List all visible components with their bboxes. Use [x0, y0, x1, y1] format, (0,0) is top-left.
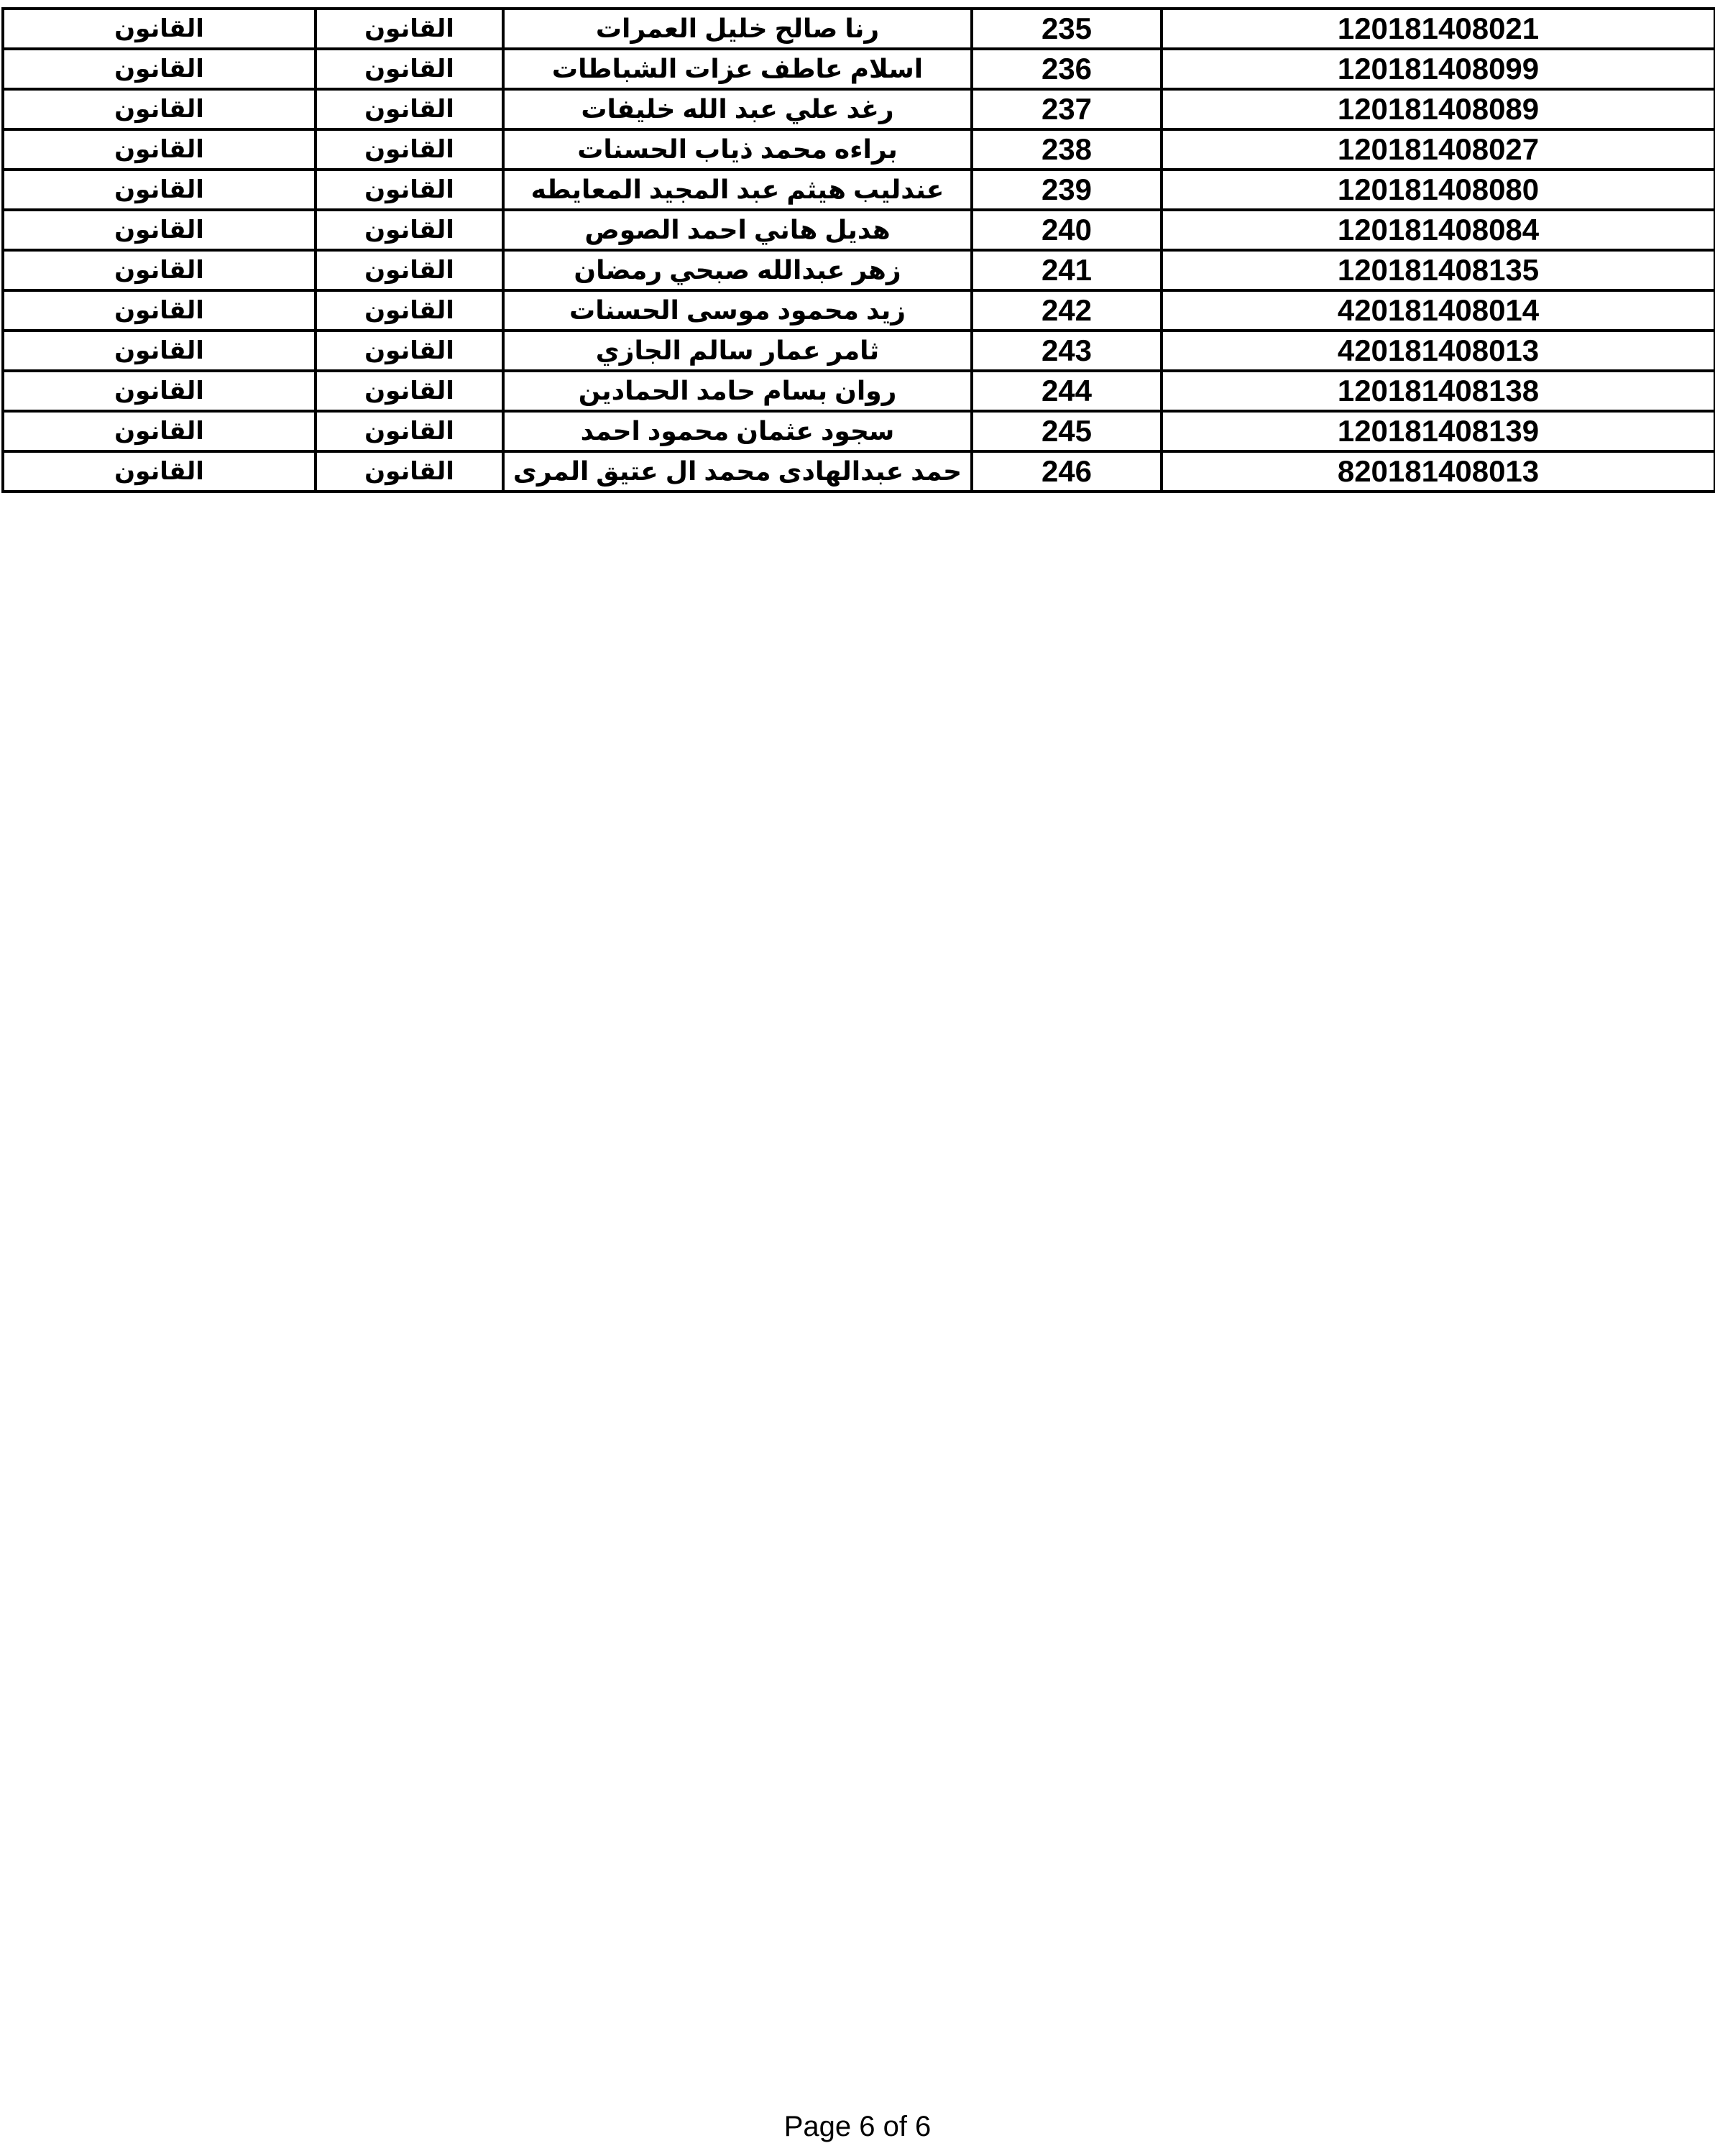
student-id-cell: 120181408139 [1162, 411, 1715, 451]
department-cell: القانون [3, 411, 316, 451]
table-row [3, 411, 1715, 451]
table-row [3, 170, 1715, 210]
table-row [3, 129, 1715, 170]
college-cell: القانون [316, 129, 503, 170]
table-row [3, 250, 1715, 290]
student-roster-table [1, 7, 1715, 493]
serial-number-cell: 240 [972, 210, 1162, 250]
table-row [3, 210, 1715, 250]
department-cell: القانون [3, 49, 316, 89]
student-name-cell: زهر عبدالله صبحي رمضان [503, 250, 972, 290]
table-row [3, 290, 1715, 331]
department-cell: القانون [3, 170, 316, 210]
department-cell: القانون [3, 9, 316, 49]
student-name-cell: حمد عبدالهادى محمد ال عتيق المرى [503, 451, 972, 492]
student-id-cell: 120181408084 [1162, 210, 1715, 250]
department-cell: القانون [3, 290, 316, 331]
student-id-cell: 120181408135 [1162, 250, 1715, 290]
serial-number-cell: 245 [972, 411, 1162, 451]
college-cell: القانون [316, 411, 503, 451]
department-cell: القانون [3, 331, 316, 371]
department-cell: القانون [3, 129, 316, 170]
serial-number-cell: 237 [972, 89, 1162, 129]
student-name-cell: رغد علي عبد الله خليفات [503, 89, 972, 129]
serial-number-cell: 239 [972, 170, 1162, 210]
table-row [3, 451, 1715, 492]
student-id-cell: 120181408027 [1162, 129, 1715, 170]
serial-number-cell: 244 [972, 371, 1162, 411]
table-row [3, 331, 1715, 371]
college-cell: القانون [316, 290, 503, 331]
serial-number-cell: 235 [972, 9, 1162, 49]
serial-number-cell: 243 [972, 331, 1162, 371]
college-cell: القانون [316, 371, 503, 411]
student-id-cell: 120181408099 [1162, 49, 1715, 89]
student-name-cell: ثامر عمار سالم الجازي [503, 331, 972, 371]
roster-body [3, 9, 1715, 492]
student-id-cell: 120181408138 [1162, 371, 1715, 411]
college-cell: القانون [316, 331, 503, 371]
student-id-cell: 420181408013 [1162, 331, 1715, 371]
department-cell: القانون [3, 210, 316, 250]
college-cell: القانون [316, 89, 503, 129]
page-number: Page 6 of 6 [783, 2111, 932, 2142]
student-id-cell: 120181408080 [1162, 170, 1715, 210]
student-name-cell: براءه محمد ذياب الحسنات [503, 129, 972, 170]
student-name-cell: عندليب هيثم عبد المجيد المعايطه [503, 170, 972, 210]
table-row [3, 371, 1715, 411]
serial-number-cell: 236 [972, 49, 1162, 89]
college-cell: القانون [316, 170, 503, 210]
table-row [3, 9, 1715, 49]
college-cell: القانون [316, 451, 503, 492]
serial-number-cell: 242 [972, 290, 1162, 331]
student-name-cell: رنا صالح خليل العمرات [503, 9, 972, 49]
student-id-cell: 820181408013 [1162, 451, 1715, 492]
college-cell: القانون [316, 210, 503, 250]
student-name-cell: هديل هاني احمد الصوص [503, 210, 972, 250]
college-cell: القانون [316, 9, 503, 49]
student-name-cell: سجود عثمان محمود احمد [503, 411, 972, 451]
student-name-cell: زيد محمود موسى الحسنات [503, 290, 972, 331]
department-cell: القانون [3, 89, 316, 129]
serial-number-cell: 241 [972, 250, 1162, 290]
college-cell: القانون [316, 250, 503, 290]
serial-number-cell: 246 [972, 451, 1162, 492]
student-id-cell: 120181408021 [1162, 9, 1715, 49]
department-cell: القانون [3, 451, 316, 492]
table-row [3, 49, 1715, 89]
college-cell: القانون [316, 49, 503, 89]
department-cell: القانون [3, 371, 316, 411]
student-id-cell: 120181408089 [1162, 89, 1715, 129]
serial-number-cell: 238 [972, 129, 1162, 170]
student-id-cell: 420181408014 [1162, 290, 1715, 331]
student-name-cell: اسلام عاطف عزات الشباطات [503, 49, 972, 89]
student-name-cell: روان بسام حامد الحمادين [503, 371, 972, 411]
table-row [3, 89, 1715, 129]
department-cell: القانون [3, 250, 316, 290]
